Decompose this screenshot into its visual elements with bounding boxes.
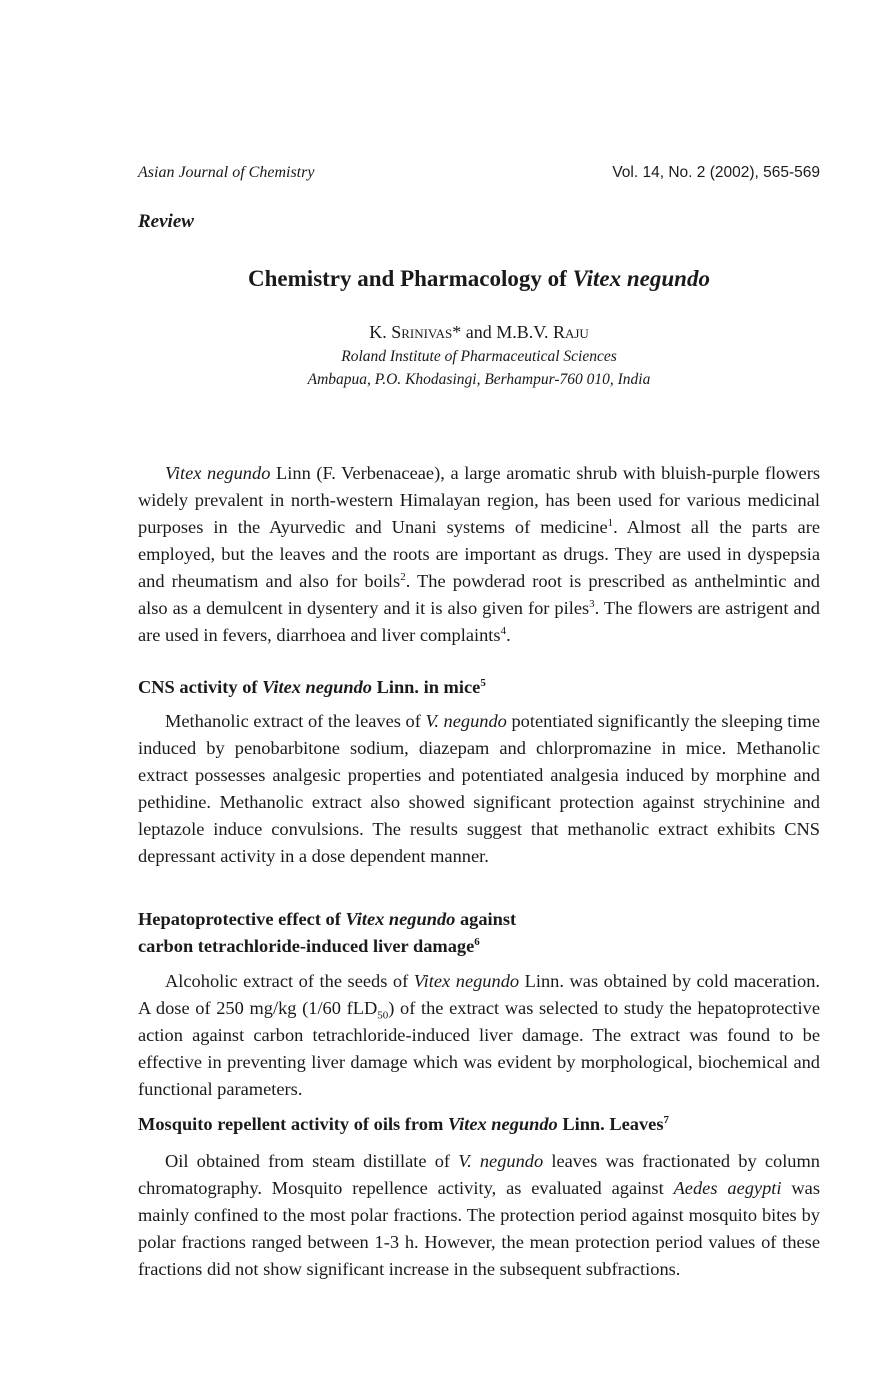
cns-text-2: potentiated significantly the sleeping time induced by penobarbitone sodium, diazepam and chlorpromazine in mice. Methanolic extract possesses analgesic properties and potentiated analgesia induced by morphine and pethidine. Methanolic extract also showed significant protection against strychinine and leptazole induce convulsions. The results suggest that methanolic extract exhibits CNS depressant activity in a dose dependent manner. xyxy=(138,711,820,866)
author-1-initial: K. xyxy=(369,322,392,342)
mos-text-3: was mainly confined to the most polar fractions. The protection period against mosquito bites by polar fractions ranged between 1-3 h. However, the mean protection period values of these fractions did not show significant increase in the subsequent subfractions. xyxy=(138,1178,820,1279)
mos-species: V. negundo xyxy=(458,1151,544,1171)
author-1-surname: Srinivas xyxy=(391,322,453,342)
intro-text-2: . Almost all the parts are employed, but the leaves and the roots are important as drugs. They are used in dyspepsia and rheumatism and also for boils xyxy=(138,517,820,591)
heading-prefix: CNS activity of xyxy=(138,677,263,697)
citation-3: 3 xyxy=(589,597,595,610)
heading-suffix: against xyxy=(455,909,517,929)
section-heading-hepatoprotective xyxy=(138,906,820,960)
journal-name: Asian Journal of Chemistry xyxy=(138,164,315,181)
ld-subscript: 50 xyxy=(377,1009,389,1022)
heading-suffix: Linn. Leaves xyxy=(557,1114,664,1134)
heading-suffix: Linn. in mice xyxy=(371,677,481,697)
hep-text-3: ) of the extract was selected to study the hepatoprotective action against carbon tetrachloride-induced liver damage. The extract was found to be effective in preventing liver damage which was evident by morphological, biochemical and functional parameters. xyxy=(138,998,820,1099)
heading-species: Vitex negundo xyxy=(262,677,372,697)
heading-line-2: carbon tetrachloride-induced liver damage xyxy=(138,936,475,956)
heading-species: Vitex negundo xyxy=(345,909,456,929)
intro-text-1: Linn (F. Verbenaceae), a large aromatic shrub with bluish-purple flowers widely prevalent in north-western Himalayan region, has been used for various medicinal purposes in the Ayurvedic and Unani systems of medicine xyxy=(138,463,820,537)
section-heading-cns xyxy=(138,674,820,701)
citation-4: 4 xyxy=(500,624,507,637)
author-2-surname: Raju xyxy=(552,322,589,342)
citation-5: 5 xyxy=(480,676,486,689)
intro-text-3: . The powderad root is prescribed as anthelmintic and also as a demulcent in dysentery and it is also given for piles xyxy=(138,571,820,618)
citation-1: 1 xyxy=(607,516,614,529)
corresponding-marker: * xyxy=(452,322,462,342)
hepatoprotective-paragraph xyxy=(138,968,820,1103)
affiliation-institute: Roland Institute of Pharmaceutical Sciences xyxy=(341,348,617,365)
author-conjunction: and M.B.V. xyxy=(461,322,553,342)
hep-text-1: Alcoholic extract of the seeds of xyxy=(165,971,414,991)
intro-text-4: . The flowers are astrigent and are used in fevers, diarrhoea and liver complaints xyxy=(138,598,820,645)
citation-7: 7 xyxy=(663,1113,669,1126)
cns-paragraph xyxy=(138,708,820,870)
section-heading-mosquito xyxy=(138,1111,820,1138)
heading-prefix: Mosquito repellent activity of oils from xyxy=(138,1114,448,1134)
mos-text-1: Oil obtained from steam distillate of xyxy=(165,1151,459,1171)
cns-text-1: Methanolic extract of the leaves of xyxy=(165,711,426,731)
cns-species: V. negundo xyxy=(425,711,507,731)
heading-species: Vitex negundo xyxy=(447,1114,558,1134)
title-prefix: Chemistry and Pharmacology of xyxy=(248,266,573,291)
hep-species: Vitex negundo xyxy=(413,971,520,991)
citation-2: 2 xyxy=(400,570,406,583)
heading-prefix: Hepatoprotective effect of xyxy=(138,909,346,929)
volume-info: Vol. 14, No. 2 (2002), 565-569 xyxy=(612,164,820,181)
mosquito-paragraph xyxy=(138,1148,820,1283)
authors xyxy=(138,320,820,344)
intro-paragraph xyxy=(138,460,820,649)
article-title xyxy=(138,264,820,294)
affiliation-address: Ambapua, P.O. Khodasingi, Berhampur-760 010, India xyxy=(307,371,651,388)
hep-text-2: Linn. was obtained by cold maceration. A dose of 250 mg/kg (1/60 fLD xyxy=(138,971,820,1018)
citation-6: 6 xyxy=(474,935,480,948)
intro-species: Vitex negundo xyxy=(165,463,271,483)
mos-text-2: leaves was fractionated by column chromatography. Mosquito repellence activity, as evaluated against xyxy=(138,1151,820,1198)
intro-text-5: . xyxy=(506,625,511,645)
article-type: Review xyxy=(138,211,194,232)
title-species: Vitex negundo xyxy=(572,266,710,291)
mos-species-2: Aedes aegypti xyxy=(673,1178,782,1198)
